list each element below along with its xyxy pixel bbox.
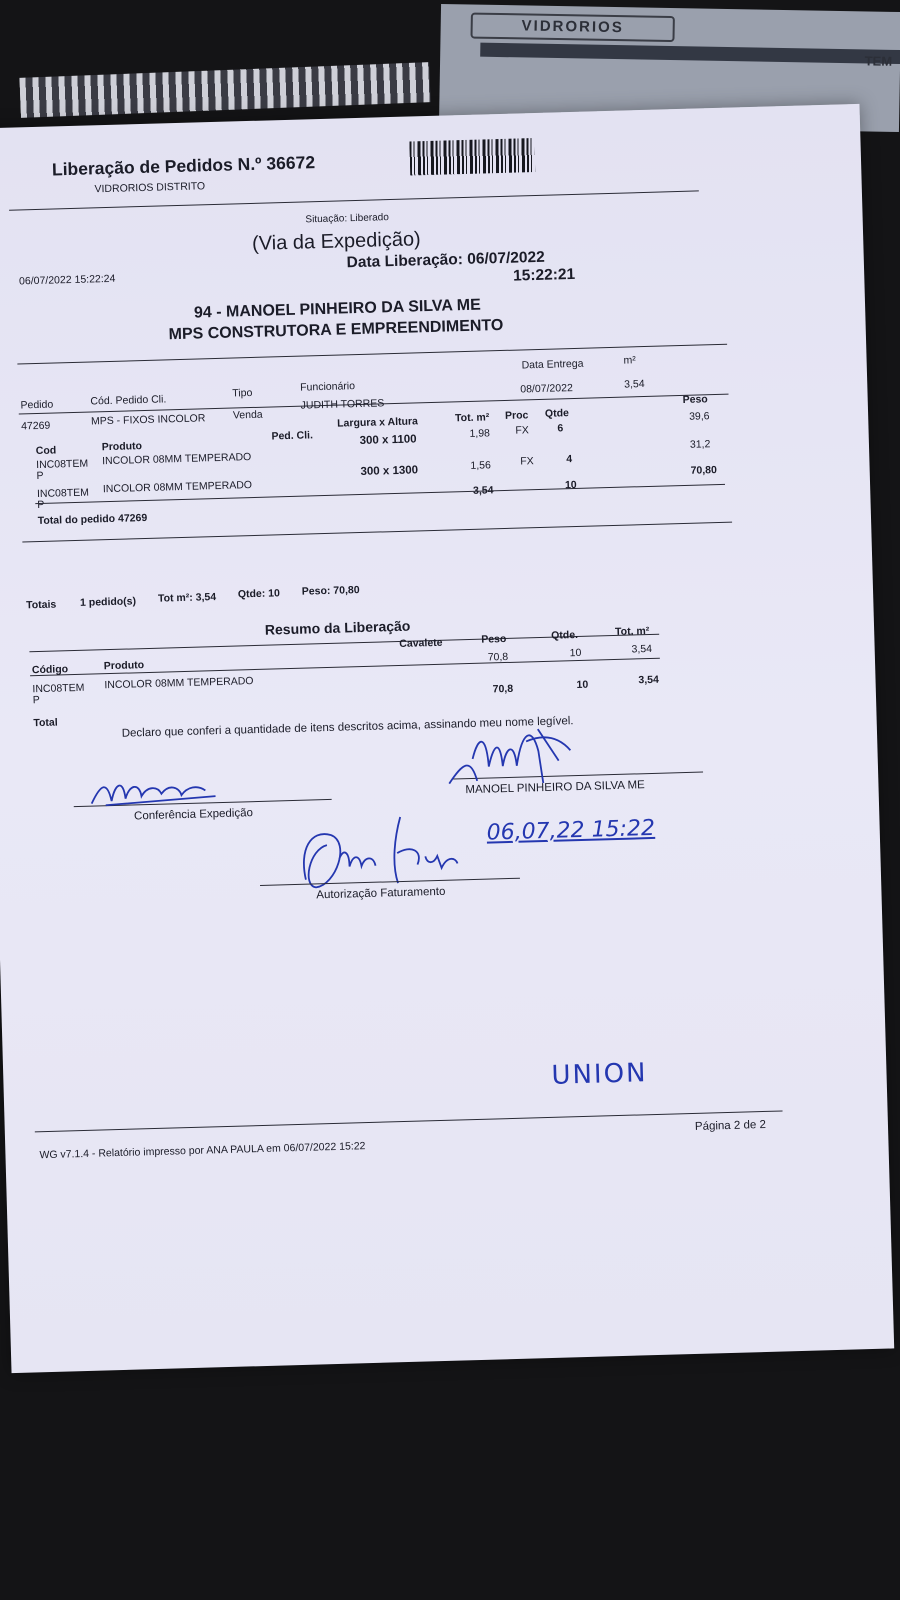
footer-report-info: WG v7.1.4 - Relatório impresso por ANA PAULA em 06/07/2022 15:22 bbox=[39, 1140, 366, 1162]
resumo-row-qtde: 10 bbox=[569, 646, 582, 660]
background-sheet-label: VIDRORIOS bbox=[470, 13, 674, 43]
resumo-header-produto: Produto bbox=[103, 659, 145, 673]
totais-label: Totais bbox=[25, 598, 57, 612]
item-1-peso: 39,6 bbox=[688, 410, 710, 423]
item-1-qtde: 6 bbox=[557, 422, 564, 435]
item-header-peso: Peso bbox=[682, 393, 708, 406]
value-funcionario: JUDITH TORRES bbox=[300, 397, 385, 412]
data-liberacao: Data Liberação: 06/07/2022 bbox=[346, 248, 546, 272]
situacao: Situação: Liberado bbox=[305, 212, 389, 226]
company-name: VIDRORIOS DISTRITO bbox=[94, 180, 206, 196]
totais-pedidos: 1 pedido(s) bbox=[79, 595, 137, 609]
item-2-cod-suffix: P bbox=[37, 498, 45, 512]
resumo-row-peso: 70,8 bbox=[487, 650, 509, 664]
client-name: 94 - MANOEL PINHEIRO DA SILVA ME bbox=[193, 296, 481, 322]
item-2-peso: 31,2 bbox=[689, 438, 711, 451]
item-1-cod: INC08TEM bbox=[36, 457, 89, 472]
value-data-entrega: 08/07/2022 bbox=[520, 382, 573, 396]
via-label: (Via da Expedição) bbox=[251, 228, 421, 255]
autorizacao-signature bbox=[290, 805, 482, 900]
item-2-dims: 300 x 1300 bbox=[360, 464, 419, 478]
resumo-header-qtde: Qtde. bbox=[551, 628, 579, 642]
page-number: Página 2 de 2 bbox=[694, 1118, 767, 1133]
resumo-row-tot-m2: 3,54 bbox=[631, 642, 653, 656]
spiral-binding bbox=[19, 62, 430, 118]
resumo-header-tot-m2: Tot. m² bbox=[614, 624, 650, 638]
resumo-title: Resumo da Liberação bbox=[264, 617, 411, 638]
item-2-produto: INCOLOR 08MM TEMPERADO bbox=[102, 479, 253, 496]
item-header-tot-m2: Tot. m² bbox=[454, 411, 490, 425]
resumo-row-codigo: INC08TEM bbox=[32, 681, 85, 696]
resumo-header-cavalete: Cavalete bbox=[399, 636, 443, 650]
declaration: Declaro que conferi a quantidade de itens descritos acima, assinando meu nome legível. bbox=[121, 715, 574, 740]
item-1-produto: INCOLOR 08MM TEMPERADO bbox=[101, 451, 252, 468]
divider bbox=[17, 344, 727, 365]
resumo-header-codigo: Código bbox=[31, 663, 69, 677]
background-sheet-tab: TEM bbox=[864, 53, 893, 69]
header-tipo: Tipo bbox=[232, 386, 253, 400]
value-tipo: Venda bbox=[232, 408, 263, 422]
item-2-cod: INC08TEM bbox=[36, 486, 90, 501]
handwritten-note: UNION bbox=[551, 1058, 648, 1091]
resumo-total-peso: 70,8 bbox=[492, 682, 514, 696]
client-handwritten-date: 06,07,22 15:22 bbox=[486, 815, 656, 846]
item-1-dims: 300 x 1100 bbox=[359, 433, 417, 447]
resumo-row-produto: INCOLOR 08MM TEMPERADO bbox=[104, 675, 254, 692]
background-stripe bbox=[480, 43, 900, 64]
barcode bbox=[409, 138, 535, 175]
client-signature bbox=[442, 720, 594, 790]
resumo-total-label: Total bbox=[33, 716, 58, 730]
header-funcionario: Funcionário bbox=[299, 380, 356, 394]
total-peso: 70,80 bbox=[690, 464, 718, 477]
resumo-total-m2: 3,54 bbox=[638, 673, 660, 687]
header-pedido: Pedido bbox=[20, 398, 54, 412]
divider bbox=[35, 1110, 783, 1132]
item-header-cod: Cod bbox=[35, 444, 57, 458]
item-1-tot-m2: 1,98 bbox=[469, 427, 491, 440]
hora-liberacao: 15:22:21 bbox=[512, 265, 576, 285]
header-cod-pedido-cli: Cód. Pedido Cli. bbox=[90, 393, 167, 408]
item-2-tot-m2: 1,56 bbox=[470, 459, 491, 472]
document-title: Liberação de Pedidos N.º 36672 bbox=[51, 152, 316, 180]
total-do-pedido: Total do pedido 47269 bbox=[37, 511, 148, 528]
item-header-proc: Proc bbox=[504, 409, 529, 422]
divider bbox=[22, 522, 732, 543]
item-header-largura-altura: Largura x Altura bbox=[337, 415, 419, 430]
total-qtde: 10 bbox=[564, 478, 577, 492]
autorizacao-label: Autorização Faturamento bbox=[316, 885, 446, 902]
item-2-qtde: 4 bbox=[566, 453, 573, 466]
printed-at: 06/07/2022 15:22:24 bbox=[18, 272, 116, 288]
header-data-entrega: Data Entrega bbox=[521, 357, 584, 372]
item-header-ped-cli: Ped. Cli. bbox=[271, 429, 314, 443]
conferencia-signature bbox=[87, 770, 228, 810]
resumo-row-codigo-suffix: P bbox=[32, 694, 40, 707]
item-1-proc: FX bbox=[515, 424, 530, 437]
value-m2: 3,54 bbox=[624, 378, 645, 391]
document-page bbox=[0, 104, 894, 1373]
totais-qtde: Qtde: 10 bbox=[237, 587, 281, 601]
header-m2: m² bbox=[623, 354, 636, 367]
value-cod-pedido-cli: MPS - FIXOS INCOLOR bbox=[90, 412, 206, 428]
total-m2: 3,54 bbox=[472, 484, 494, 497]
resumo-header-peso: Peso bbox=[481, 632, 507, 646]
client-company: MPS CONSTRUTORA E EMPREENDIMENTO bbox=[168, 316, 504, 344]
item-2-proc: FX bbox=[520, 455, 534, 468]
client-label: MANOEL PINHEIRO DA SILVA ME bbox=[465, 779, 645, 797]
totais-peso: Peso: 70,80 bbox=[301, 584, 360, 598]
conferencia-label: Conferência Expedição bbox=[133, 807, 254, 823]
item-1-cod-suffix: P bbox=[36, 469, 44, 483]
item-header-qtde: Qtde bbox=[544, 407, 570, 420]
resumo-total-qtde: 10 bbox=[576, 678, 589, 692]
item-header-produto: Produto bbox=[101, 440, 143, 454]
totais-m2: Tot m²: 3,54 bbox=[157, 591, 217, 605]
value-pedido: 47269 bbox=[20, 419, 51, 433]
